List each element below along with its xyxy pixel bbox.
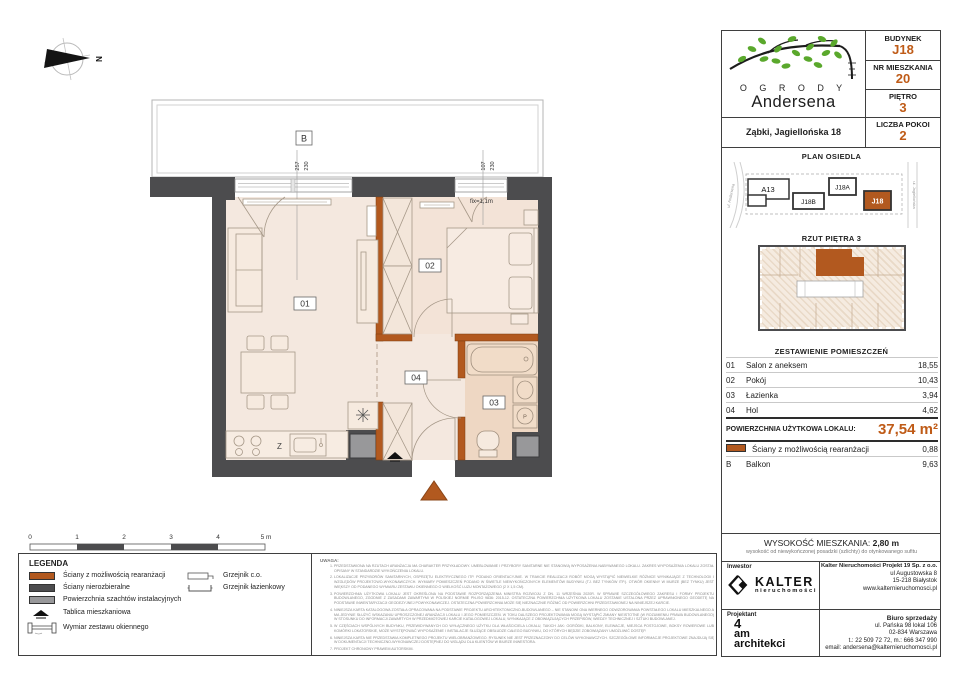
field-budynek: BUDYNEK J18 <box>884 34 922 57</box>
svg-text:1: 1 <box>75 534 79 541</box>
table-row: Ściany z możliwością rearanżacji 0,88 <box>726 442 938 457</box>
svg-text:0: 0 <box>28 534 32 541</box>
built-in-wardrobes <box>383 198 412 460</box>
rooms-table-title: ZESTAWIENIE POMIESZCZEŃ <box>774 347 889 356</box>
sales-office-email: email: andersena@kalternieruchomosci.pl <box>825 645 937 651</box>
field-liczba-pokoi: LICZBA POKOI 2 <box>876 120 930 143</box>
orange-wall-swatch <box>726 444 746 452</box>
radiator-co-legend-icon <box>187 572 215 581</box>
notes-title: UWAGA: <box>320 558 339 563</box>
notes-list <box>328 564 714 654</box>
brand-line-ogrody: O G R O D Y <box>739 83 848 93</box>
note-item: 2. LOKALIZACJE PRZYBORÓW SANITARNYCH, OSPRZĘTU ELEKTRYCZNEGO ITP. PODANO ORIENTACYJNIE. W TRAKCIE REALIZACJI ROBÓT MOGĄ WYSTĄPIĆ NIEWIELKIE RÓŻNICE WYNIKAJĄCE Z TECHNOLOGII I WZGLĘDÓW PROJEKTOWO-WYKONAWCZYCH. WYMIARY POMIESZCZEŃ PODANO W ŚWIETLE NIEWYKOŃCZONYCH ELEMENTÓW BUDYNKU (TJ. BEZ TYNKÓW ITP.). OTWÓR OKIENNY W MURZE (BEZ TYNKU) JEST WIĘKSZY OD PODANEGO WYMIARU ZESTAWU OKIENNEGO O WIELKOŚĆ LUZU MONTAŻOWEGO (2 X 1,5 CM). <box>334 575 714 589</box>
project-address: Ząbki, Jagiellońska 18 <box>745 127 842 137</box>
investor-company-info: Kalter Nieruchomości Projekt 19 Sp. z o.o. ul Augustowska 8 15-218 Białystok www.kalternieruchomosci.pl <box>821 563 938 592</box>
building-j18a <box>829 178 856 195</box>
svg-text:230: 230 <box>304 161 310 171</box>
note-item: 4. NINIEJSZA KARTA KATALOGOWA ZOSTAŁA OPRACOWANA NA PODSTAWIE PROJEKTU ARCHITEKTONICZNO-BUDOWLANEGO – NIE STANOWI ONA WIERNEGO ODWZOROWANIA POWSTAŁEGO LOKALU MIESZKALNEGO A MA JEDYNIE SŁUŻYĆ WSKAZANIU UPROSZCZONEJ ARANŻACJI LOKALU I JEGO POMIESZCZEŃ. W TOKU DALSZEGO PROJEKTOWANIA MOGĄ WYSTĄPIĆ ZMIANY NIEISTOTNE (W ROZUMIENIU PRAWA BUDOWLANEGO) W STOSUNKU DO INFORMACJI ZAWARTYCH W PRZEDMIOTOWEJ KARCIE KATALOGOWEJ LOKALU, WYNIKAJĄCE Z OBOWIĄZUJĄCYCH PRZEPISÓW, WIEDZY TECHNICZNEJ I SZTUKI BUDOWLANEJ. <box>334 608 714 622</box>
total-area-value: 37,54 m² <box>877 421 938 438</box>
svg-text:230: 230 <box>490 161 496 171</box>
designer-logo: 4 am architekci <box>734 616 786 650</box>
scale-bar <box>28 534 271 550</box>
north-label: N <box>94 56 103 62</box>
entrance-marker-triangle <box>421 481 447 500</box>
tree-branch-logo-icon <box>728 33 860 83</box>
rooms-table <box>726 357 938 471</box>
svg-text:J18B: J18B <box>801 199 816 206</box>
street-left-label: ul. Andersena <box>725 183 736 209</box>
apartment-height-value: 2,80 m <box>872 538 900 548</box>
legend-title: LEGENDA <box>29 559 69 568</box>
kitchen-annex <box>226 431 348 458</box>
svg-text:03: 03 <box>489 397 499 408</box>
building-a13 <box>748 179 789 206</box>
apartment-height-note: WYSOKOŚĆ MIESZKANIA: 2,80 m <box>763 538 900 548</box>
info-panel <box>721 30 941 657</box>
sales-office-phones: t.: 22 509 72 72, m.: 666 347 990 <box>848 637 937 644</box>
table-row: 04 Hol 4,62 <box>726 402 938 417</box>
note-item: 7. PROJEKT CHRONIONY PRAWEM AUTORSKIM. <box>334 647 714 652</box>
building-j18-highlighted <box>864 191 891 210</box>
svg-text:01: 01 <box>300 298 310 309</box>
north-arrow-icon <box>44 38 103 80</box>
investor-cell: Inwestor KALTER nieruchomości <box>722 561 819 609</box>
legend-orange-wall-swatch <box>29 572 55 580</box>
note-item: 5. W CZĘŚCIACH WSPÓLNYCH BUDYNKU, PRZEWIDYWANYCH DO WYŁĄCZNEGO UŻYTKU DLA WŁAŚCICIELA LOKALU, TAKICH JAK: OGRÓDKI, BALKONY, ELEWACJE, MIEJSCA POSTOJOWE, BOKSY ROWEROWE LUB KOMÓRKI LOKATORSKIE, MOŻE WYSTĘPOWAĆ WYPOSAŻENIE I INSTALACJE SŁUŻĄCE OBSŁUDZE CAŁEGO BUDYNKU, DO KTÓRYCH BĘDZIE ZOBOWIĄZANY UMOŻLIWIĆ DOSTĘP. <box>334 624 714 633</box>
investor-logo-subtext: nieruchomości <box>755 588 818 594</box>
table-row: 01 Salon z aneksem 18,55 <box>726 357 938 372</box>
window-dimension-legend-icon <box>27 621 57 635</box>
note-item: 1. PRZEDSTAWIONA NA RZUTACH ARANŻACJA MA CHARAKTER PRZYKŁADOWY. UMEBLOWANIE I PRZYBORY SANITARNE NIE STANOWIĄ WYPOSAŻENIA NABYWANEGO LOKALU. ZAKRES WYPOSAŻENIA LOKALU ZOSTAŁ OPISANY W STANDARDZIE WYKOŃCZENIA LOKALU. <box>334 564 714 573</box>
svg-text:J18A: J18A <box>835 184 850 192</box>
table-row: 02 Pokój 10,43 <box>726 372 938 387</box>
svg-text:2: 2 <box>122 534 126 541</box>
fix-window-label: fix=1,1m <box>470 199 493 205</box>
kalter-logo-icon <box>727 573 751 597</box>
brand-logo <box>722 31 865 117</box>
svg-text:02: 02 <box>425 260 435 271</box>
svg-text:3: 3 <box>169 534 173 541</box>
legend-dark-wall-swatch <box>29 584 55 592</box>
total-area-row: POWIERZCHNIA UŻYTKOWA LOKALU: 37,54 m² <box>726 417 938 442</box>
window-set-2 <box>455 179 507 192</box>
table-row: 03 Łazienka 3,94 <box>726 387 938 402</box>
table-row: B Balkon 9,63 <box>726 459 938 469</box>
kitchen-sink-label: Z <box>277 442 282 451</box>
field-pietro: PIĘTRO 3 <box>889 92 917 115</box>
notes-disclaimer <box>311 553 717 656</box>
site-plan-map <box>724 162 939 228</box>
note-item: 3. POWIERZCHNIA UŻYTKOWA LOKALU JEST OKREŚLONA NA PODSTAWIE ROZPORZĄDZENIA MINISTRA ROZWOJU Z DN. 11 WRZEŚNIA 2020R. W SPRAWIE SZCZEGÓŁOWEGO ZAKRESU I FORMY PROJEKTU BUDOWLANEGO, ZGODNIE Z ZASADAMI ZAWARTYMI W POLSKIEJ NORMIE PN-ISO 9836: 2015-12. OSTATECZNA POWIERZCHNIA UŻYTKOWA LOKALU ZOSTANIE USTALONA PRZEZ UPRAWNIONEGO GEODETĘ NA PODSTAWIE INWENTARYZACJI GEODEZYJNEJ POWYKONAWCZEJ. OSTATECZNA POWIERZCHNIA MOŻE SIĘ NIEZNACZNIE RÓŻNIĆ OD POWIERZCHNI PRZEDSTAWIONEJ NA NINIEJSZEJ KARCIE. <box>334 592 714 606</box>
svg-text:5 m: 5 m <box>260 534 272 541</box>
legend-shaft-swatch <box>29 596 55 604</box>
brand-line-andersena: Andersena <box>751 93 836 111</box>
svg-text:J18: J18 <box>871 198 884 206</box>
company-website: www.kalternieruchomosci.pl <box>862 585 937 592</box>
balcony-label: B <box>300 133 308 144</box>
street-right-label: ul. Jagiellońska <box>912 181 917 209</box>
floor-thumbnail-detail <box>760 247 904 329</box>
apartment-board-legend-icon <box>31 609 51 619</box>
height-note-subtitle: wysokość od niewykończonej posadzki (szlichty) do otynkowanego sufitu <box>745 549 918 555</box>
investor-logo-text: KALTER <box>755 575 814 589</box>
floor-plan-thumbnail <box>758 245 906 331</box>
vent-cabinet <box>348 402 378 429</box>
legend: LEGENDA Ściany z możliwością rearanżacji Ściany nierozbieralne Powierzchnia szachtów instalacyjnych Tablica mieszkaniowa Wymiar zestawu okiennego Grzejnik c.o. Grzejnik łazienkowy <box>18 553 312 656</box>
installation-shaft-left <box>350 434 376 458</box>
building-j18b <box>793 193 824 209</box>
installation-shaft-right <box>516 436 539 457</box>
svg-text:04: 04 <box>411 372 421 383</box>
sales-office-info: Biuro sprzedaży ul. Pańska 98 lokal 106 02-834 Warszawa t.: 22 509 72 72, m.: 666 347 990 email: andersena@kalternieruchomosci.pl <box>821 615 937 653</box>
svg-text:257: 257 <box>295 161 301 171</box>
designer-cell: Projektant 4 am architekci <box>722 609 819 657</box>
svg-text:P: P <box>523 414 527 421</box>
svg-text:107: 107 <box>481 161 487 171</box>
site-plan-title: PLAN OSIEDLA <box>801 152 862 161</box>
note-item: 6. NINIEJSZA KARTA NIE PRZEDSTAWIA KOMPLETNEGO PROJEKTU WIELOBRANŻOWEGO. RYSUNEK NIE JEST PRZEZNACZONY DO CELÓW WYKONAWCZYCH. SZCZEGÓŁOWE INFORMACJE PROJEKTOWE ZNAJDUJĄ SIĘ W DOKUMENTACJI TECHNICZNO-WYKONAWCZEJ DOSTĘPNEJ DO WGLĄDU DLA KLIENTÓW W BIURZE INWESTORA. <box>334 636 714 645</box>
radiator-bathroom-legend-icon <box>187 584 215 593</box>
window-set-1 <box>235 179 352 192</box>
svg-text:4: 4 <box>216 534 220 541</box>
floor-thumb-title: RZUT PIĘTRA 3 <box>801 234 862 243</box>
svg-text:A13: A13 <box>761 185 775 194</box>
highlighted-unit <box>816 249 852 276</box>
field-nr-mieszkania: NR MIESZKANIA 20 <box>873 63 933 86</box>
